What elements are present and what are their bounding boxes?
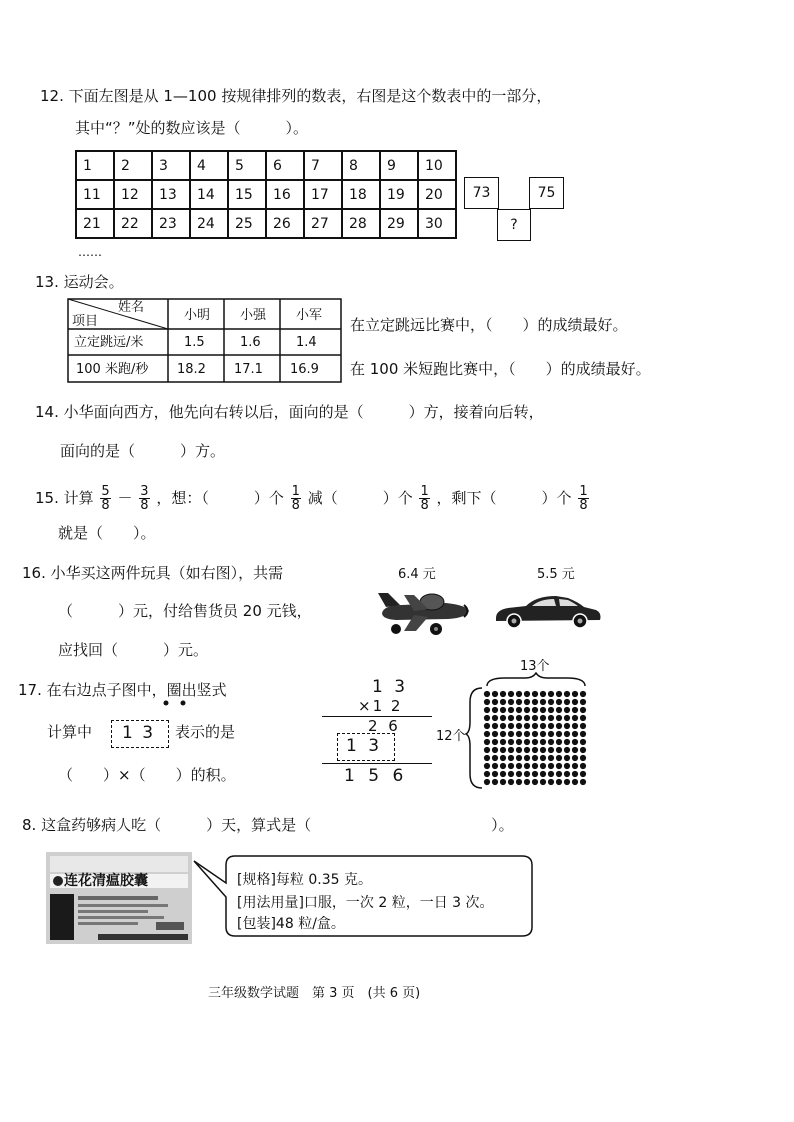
dot <box>492 731 498 737</box>
dot <box>508 715 514 721</box>
dot <box>548 779 554 785</box>
dot <box>540 747 546 753</box>
dot <box>580 723 586 729</box>
part-cell-question: ? <box>497 209 531 241</box>
dot <box>572 747 578 753</box>
dot <box>524 699 530 705</box>
dot <box>580 739 586 745</box>
q15-think: ，想：（ ）个 <box>156 489 284 507</box>
price-plane: 6.4 元 <box>398 567 436 582</box>
name-xiaojun: 小军 <box>296 308 323 323</box>
dot <box>508 739 514 745</box>
fraction-1-8-a: $\frac{1}{8}$ <box>291 484 300 513</box>
q16-line1: 16. 小华买这两件玩具（如右图），共需 <box>22 564 284 582</box>
dot <box>516 715 522 721</box>
dot <box>508 731 514 737</box>
dot <box>492 779 498 785</box>
q17-line3: （ ）×（ ）的积。 <box>58 766 236 784</box>
dot <box>580 715 586 721</box>
medicine-brand: 连花清瘟胶囊 <box>64 873 148 889</box>
dot-array-diagram <box>465 672 605 792</box>
spec-line1: [规格]每粒 0.35 克。 <box>237 872 372 888</box>
fraction-1-8-c: $\frac{1}{8}$ <box>579 484 588 513</box>
dot <box>516 779 522 785</box>
dot <box>484 731 490 737</box>
dot <box>572 771 578 777</box>
dot <box>580 779 586 785</box>
number-cell: 29 <box>380 209 418 238</box>
q16-line2: （ ）元，付给售货员 20 元钱， <box>58 602 312 620</box>
q16-line3: 应找回（ ）元。 <box>58 641 209 659</box>
dot <box>508 747 514 753</box>
longjump-xiaojun: 1.4 <box>296 335 317 350</box>
dot <box>548 763 554 769</box>
dot <box>580 699 586 705</box>
dot <box>508 699 514 705</box>
q14-line1: 14. 小华面向西方，他先向右转以后，面向的是（ ）方，接着向后转， <box>35 403 544 421</box>
dot <box>508 707 514 713</box>
dot <box>580 747 586 753</box>
dot <box>524 715 530 721</box>
dot <box>500 739 506 745</box>
fraction-5-8: $\frac{5}{8}$ <box>101 484 110 513</box>
dot <box>532 691 538 697</box>
dot <box>580 763 586 769</box>
dot <box>572 779 578 785</box>
number-table-row <box>76 209 456 238</box>
part-cell-75: 75 <box>529 177 564 209</box>
q15-line2: 就是（ ）。 <box>58 524 156 542</box>
dot <box>484 715 490 721</box>
dot <box>548 747 554 753</box>
vertical-partial-26: 2 6 <box>368 717 401 735</box>
dot <box>524 707 530 713</box>
dot <box>572 707 578 713</box>
q17-line1: 17. 在右边点子图中，圈出竖式 <box>18 681 227 699</box>
number-cell: 30 <box>418 209 456 238</box>
number-cell: 14 <box>190 180 228 209</box>
dot <box>572 691 578 697</box>
spec-line3: [包装]48 粒/盒。 <box>237 916 345 932</box>
q14-line2: 面向的是（ ）方。 <box>60 442 226 460</box>
dot <box>556 771 562 777</box>
dot <box>564 699 570 705</box>
dot <box>500 779 506 785</box>
sprint-xiaoming: 18.2 <box>177 362 206 377</box>
sprint-xiaoqiang: 17.1 <box>234 362 263 377</box>
dot <box>540 707 546 713</box>
dot <box>548 771 554 777</box>
dot <box>532 739 538 745</box>
dots-side-label: 12个 <box>436 729 466 744</box>
dot <box>516 755 522 761</box>
dot <box>580 771 586 777</box>
dot <box>580 755 586 761</box>
dot <box>548 707 554 713</box>
q15-line1 <box>35 478 591 518</box>
dot <box>500 723 506 729</box>
vertical-product: 1 5 6 <box>344 766 408 786</box>
dot <box>556 699 562 705</box>
row-longjump-label: 立定跳远/米 <box>74 335 144 350</box>
number-cell: 8 <box>342 151 380 180</box>
number-cell: 16 <box>266 180 304 209</box>
number-cell: 1 <box>76 151 114 180</box>
dot <box>524 771 530 777</box>
dot <box>556 779 562 785</box>
dot <box>572 755 578 761</box>
dot <box>572 763 578 769</box>
vertical-multiplier: ×1 2 <box>358 697 403 715</box>
dot <box>532 723 538 729</box>
dot <box>492 739 498 745</box>
dot <box>564 707 570 713</box>
spec-line2: [用法用量]口服，一次 2 粒，一日 3 次。 <box>237 895 494 911</box>
dot <box>492 747 498 753</box>
header-name: 姓名 <box>118 300 145 315</box>
number-cell: 25 <box>228 209 266 238</box>
dot <box>524 747 530 753</box>
dot <box>564 771 570 777</box>
name-xiaoming: 小明 <box>184 308 211 323</box>
longjump-xiaoming: 1.5 <box>184 335 205 350</box>
q17-line2b: 表示的是 <box>175 723 236 741</box>
number-cell: 21 <box>76 209 114 238</box>
dot <box>524 723 530 729</box>
dot <box>572 723 578 729</box>
number-cell: 17 <box>304 180 342 209</box>
dot <box>532 755 538 761</box>
dot <box>516 739 522 745</box>
dot <box>532 731 538 737</box>
header-item: 项目 <box>72 314 99 329</box>
longjump-xiaoqiang: 1.6 <box>240 335 261 350</box>
dot <box>500 747 506 753</box>
dot <box>508 763 514 769</box>
dot <box>532 715 538 721</box>
dot <box>564 779 570 785</box>
dot <box>556 715 562 721</box>
q12-line2: 其中“？”处的数应该是（ ）。 <box>75 119 309 137</box>
dot <box>532 779 538 785</box>
dot <box>492 699 498 705</box>
dot <box>524 763 530 769</box>
dot <box>516 691 522 697</box>
dot <box>572 731 578 737</box>
dot <box>572 739 578 745</box>
q13-question2: 在 100 米短跑比赛中，（ ）的成绩最好。 <box>350 360 651 378</box>
number-cell: 26 <box>266 209 304 238</box>
dot <box>508 691 514 697</box>
dot <box>532 771 538 777</box>
dot <box>532 699 538 705</box>
dot <box>532 707 538 713</box>
dot <box>564 691 570 697</box>
dot <box>556 723 562 729</box>
dot <box>484 691 490 697</box>
dot <box>548 731 554 737</box>
dot <box>556 707 562 713</box>
dot <box>572 715 578 721</box>
dot <box>500 731 506 737</box>
dot <box>564 755 570 761</box>
number-cell: 13 <box>152 180 190 209</box>
dot <box>564 731 570 737</box>
dot <box>524 739 530 745</box>
number-cell: 23 <box>152 209 190 238</box>
part-cell-73: 73 <box>464 177 499 209</box>
dot <box>540 763 546 769</box>
number-cell: 5 <box>228 151 266 180</box>
dot <box>500 755 506 761</box>
number-cell: 4 <box>190 151 228 180</box>
number-cell: 27 <box>304 209 342 238</box>
dot <box>580 731 586 737</box>
q13-title: 13. 运动会。 <box>35 273 124 291</box>
dot <box>500 699 506 705</box>
dot <box>484 771 490 777</box>
number-table <box>75 150 457 239</box>
toy-plane-image <box>374 587 474 639</box>
dot <box>492 755 498 761</box>
dot <box>580 691 586 697</box>
dot <box>500 715 506 721</box>
dot <box>564 747 570 753</box>
number-cell: 9 <box>380 151 418 180</box>
dot <box>508 723 514 729</box>
dot <box>548 691 554 697</box>
dot <box>540 699 546 705</box>
dot <box>484 779 490 785</box>
dot <box>516 731 522 737</box>
q18-line1: 8. 这盒药够病人吃（ ）天，算式是（ ）。 <box>22 816 514 834</box>
dot <box>548 699 554 705</box>
number-cell: 22 <box>114 209 152 238</box>
dot <box>516 771 522 777</box>
number-cell: 7 <box>304 151 342 180</box>
dot <box>540 723 546 729</box>
dot <box>564 715 570 721</box>
medicine-box-image <box>46 852 192 944</box>
dot <box>516 723 522 729</box>
number-cell: 15 <box>228 180 266 209</box>
number-cell: 2 <box>114 151 152 180</box>
dot <box>484 755 490 761</box>
dot <box>516 699 522 705</box>
number-cell: 10 <box>418 151 456 180</box>
dot <box>484 699 490 705</box>
q15-minus: － <box>117 489 133 507</box>
dot <box>556 755 562 761</box>
dot <box>524 779 530 785</box>
dot <box>484 739 490 745</box>
vertical-line-2 <box>322 763 432 764</box>
dot <box>564 739 570 745</box>
dot <box>556 747 562 753</box>
number-cell: 11 <box>76 180 114 209</box>
dot <box>484 747 490 753</box>
number-cell: 28 <box>342 209 380 238</box>
dot <box>516 707 522 713</box>
q15-left: ，剩下（ ）个 <box>436 489 572 507</box>
dot <box>516 763 522 769</box>
dot <box>540 779 546 785</box>
dot <box>548 739 554 745</box>
dot <box>548 755 554 761</box>
dot <box>532 763 538 769</box>
number-cell: 24 <box>190 209 228 238</box>
dot <box>556 739 562 745</box>
fraction-3-8: $\frac{3}{8}$ <box>140 484 149 513</box>
q15-prefix: 15. 计算 <box>35 489 94 507</box>
number-table-row <box>76 180 456 209</box>
fraction-1-8-b: $\frac{1}{8}$ <box>420 484 429 513</box>
dot <box>524 755 530 761</box>
dot <box>564 723 570 729</box>
number-cell: 19 <box>380 180 418 209</box>
table-ellipsis: …… <box>78 245 102 259</box>
dot <box>500 707 506 713</box>
dot <box>580 707 586 713</box>
dot <box>540 731 546 737</box>
dot <box>500 763 506 769</box>
dot <box>492 707 498 713</box>
dot <box>500 691 506 697</box>
sprint-xiaojun: 16.9 <box>290 362 319 377</box>
dot <box>508 755 514 761</box>
number-cell: 20 <box>418 180 456 209</box>
dot <box>540 739 546 745</box>
dot <box>556 731 562 737</box>
dot <box>492 715 498 721</box>
price-car: 5.5 元 <box>537 567 575 582</box>
vertical-partial-13: 1 3 <box>346 736 383 756</box>
emphasis-dots <box>161 699 197 707</box>
dot <box>556 691 562 697</box>
dot <box>500 771 506 777</box>
dot <box>556 763 562 769</box>
dot <box>492 723 498 729</box>
q12-line1: 12. 下面左图是从 1—100 按规律排列的数表，右图是这个数表中的一部分， <box>40 87 552 105</box>
dot <box>564 763 570 769</box>
dot <box>540 755 546 761</box>
vertical-multiplicand: 1 3 <box>372 677 409 697</box>
q13-question1: 在立定跳远比赛中，（ ）的成绩最好。 <box>350 316 628 334</box>
boxed-13-text: 1 3 <box>122 723 156 743</box>
dot <box>572 699 578 705</box>
dot <box>524 691 530 697</box>
number-table-row <box>76 151 456 180</box>
number-cell: 12 <box>114 180 152 209</box>
dot <box>492 763 498 769</box>
q15-minus-word: 减（ ）个 <box>307 489 413 507</box>
number-cell: 3 <box>152 151 190 180</box>
dot <box>492 691 498 697</box>
dot <box>508 779 514 785</box>
row-sprint-label: 100 米跑/秒 <box>76 362 149 377</box>
dot <box>524 731 530 737</box>
dot <box>484 707 490 713</box>
dot <box>484 763 490 769</box>
dot <box>548 715 554 721</box>
dot <box>484 723 490 729</box>
dot <box>540 691 546 697</box>
q17-line2a: 计算中 <box>47 723 93 741</box>
dot <box>516 747 522 753</box>
dot <box>492 771 498 777</box>
name-xiaoqiang: 小强 <box>240 308 267 323</box>
number-cell: 18 <box>342 180 380 209</box>
page-footer: 三年级数学试题 第 3 页 (共 6 页) <box>208 986 421 1001</box>
number-cell: 6 <box>266 151 304 180</box>
dots-top-label: 13个 <box>520 659 550 674</box>
dot <box>540 771 546 777</box>
dot <box>540 715 546 721</box>
dot <box>508 771 514 777</box>
dot <box>532 747 538 753</box>
toy-car-image <box>492 590 604 632</box>
dot <box>548 723 554 729</box>
